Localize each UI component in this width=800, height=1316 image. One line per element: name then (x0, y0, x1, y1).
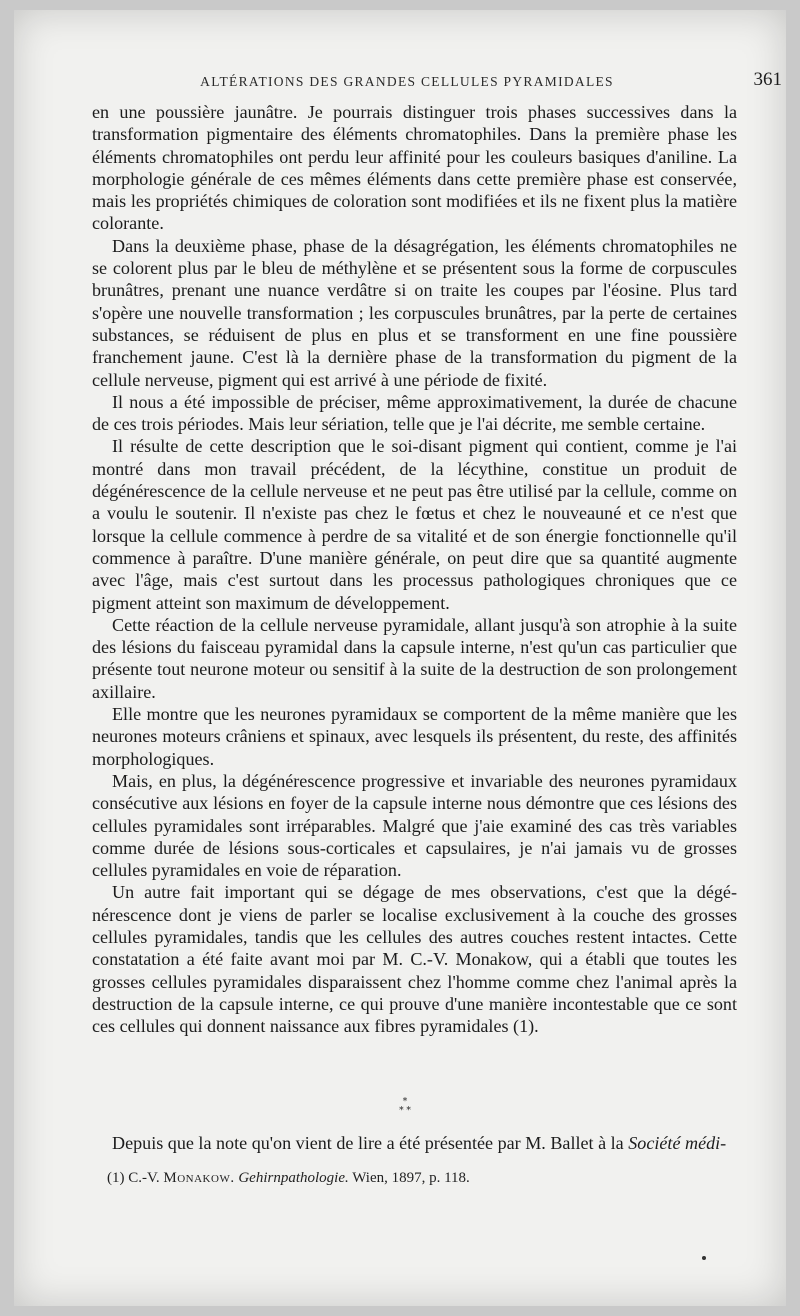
ink-speck (702, 1256, 706, 1260)
closing-italic: Société médi- (628, 1133, 727, 1153)
body-text (92, 101, 737, 1037)
asterism-bottom: * * (399, 1106, 411, 1116)
paragraph: Il résulte de cette description que le soi-disant pigment qui contient, comme je l'ai montré dans mon travail précédent, de la lécythine, constitue un produit de dégénérescence de la cellule nerveuse et ne peut pas être utilisé par la cellule, comme on a voulu le soutenir. Il n'existe pas chez le fœtus et chez le nouveauné et ce n'est que lorsque la cellule commence à perdre de sa vitalité et de son énergie fonctionnelle qu'il commence à paraître. D'une manière générale, on peut dire que sa quantité augmente avec l'âge, mais c'est surtout dans les processus pathologiques chroniques que ce pigment atteint son maximum de développement. (92, 436, 737, 613)
footnote-author: Monakow. (163, 1170, 235, 1186)
paragraph: Il nous a été impossible de préciser, même approximativement, la durée de chacune de ces trois périodes. Mais leur sériation, telle que je l'ai décrite, me semble certaine. (92, 391, 737, 435)
paragraph: Dans la deuxième phase, phase de la désagrégation, les éléments chromatophiles ne se colorent plus par le bleu de méthylène et se présentent sous la forme de corpuscules brunâtres, prenant une nuance verdâtre si on traite les coupes par l'éosine. Plus tard s'opère une nouvelle transformation ; les corpuscules brunâtres, par la perte de certaines substances, se réduisent de plus en plus et se transforment en une fine poussière franchement jaune. C'est là la dernière phase de la transformation du pigment de la cellule nerveuse, pigment qui est arrivé à une période de fixité. (92, 235, 737, 390)
paragraph: Mais, en plus, la dégénérescence progressive et invariable des neurones pyramidaux consécutive aux lésions en foyer de la capsule interne nous démontre que ces lésions des cellules pyramidales sont irréparables. Malgré que j'aie examiné des cas très variables comme durée de lésions sous-corticales et capsulaires, je n'ai jamais vu de grosses cellules pyramidales en voie de réparation. (92, 770, 737, 881)
footnote-marker: (1) C.-V. (107, 1170, 164, 1186)
footnote-imprint: Wien, 1897, p. 118. (348, 1170, 470, 1186)
running-head (92, 62, 782, 92)
page-number: 361 (753, 69, 782, 90)
paragraph: en une poussière jaunâtre. Je pourrais distinguer trois phases successives dans la transformation pigmentaire des éléments chromatophiles. Dans la première phase les éléments chromatophiles ont perdu leur affinité pour les couleurs basiques d'aniline. La morphologie générale de ces mêmes éléments dans cette première phase est conservée, mais les propriétés chimiques de coloration sont modifiées et ils ne fixent plus la matière colorante. (92, 102, 737, 234)
asterism-top: * (402, 1097, 408, 1107)
paragraph: Elle montre que les neurones pyramidaux se comportent de la même manière que les neurones moteurs crâniens et spinaux, avec lesquels ils présentent, du reste, des affinités morphologiques. (92, 704, 737, 769)
running-title: ALTÉRATIONS DES GRANDES CELLULES PYRAMIDALES (200, 74, 614, 89)
closing-line (112, 1132, 737, 1154)
footnote (107, 1168, 737, 1188)
footnote-work: Gehirnpathologie. (238, 1170, 349, 1186)
paragraph: Un autre fait important qui se dégage de mes observations, c'est que la dégénérescence dont je viens de parler se localise exclusivement à la couche des grosses cellules pyramidales, tandis que les cellules des autres couches restent intactes. Cette constatation a été faite avant moi par M. C.-V. Monakow, qui a établi que toutes les grosses cellules pyramidales disparaissent chez l'homme comme chez l'animal après la destruction de la capsule interne, ce qui prouve d'une manière incontestable que ce sont ces cellules qui donnent naissance aux fibres pyramidales (1). (92, 882, 737, 1037)
closing-text: Depuis que la note qu'on vient de lire a été présentée par M. Ballet à la (112, 1133, 629, 1153)
asterism (385, 1098, 425, 1122)
paragraph: Cette réaction de la cellule nerveuse pyramidale, allant jusqu'à son atrophie à la suite des lésions du faisceau pyramidal dans la capsule interne, n'est qu'un cas particulier que présente tout neurone moteur ou sensitif à la suite de la destruction de son prolongement axillaire. (92, 614, 737, 702)
